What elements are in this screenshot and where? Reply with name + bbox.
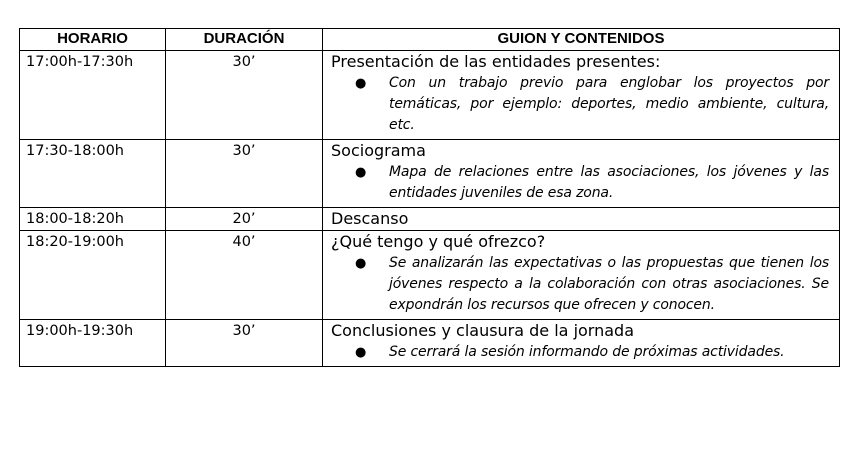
row-points — [331, 73, 829, 136]
row-topic: Conclusiones y clausura de la jornada — [331, 321, 635, 340]
bullet-icon: ● — [355, 165, 367, 180]
row-duration: 40’ — [166, 231, 323, 320]
point-text: Se analizarán las expectativas o las propuestas que tienen los jóvenes respecto a la colaboración con otras asociaciones. Se expondrán los recursos que ofrecen y conocen. — [389, 255, 829, 313]
row-duration: 30’ — [166, 51, 323, 140]
row-content — [323, 231, 840, 320]
table-row — [20, 208, 840, 231]
row-duration: 30’ — [166, 140, 323, 208]
table-row — [20, 320, 840, 367]
row-content — [323, 320, 840, 367]
row-points — [331, 253, 829, 316]
row-duration: 30’ — [166, 320, 323, 367]
row-time: 19:00h-19:30h — [20, 320, 166, 367]
row-time: 17:00h-17:30h — [20, 51, 166, 140]
row-duration: 20’ — [166, 208, 323, 231]
table-row — [20, 51, 840, 140]
row-time: 18:20-19:00h — [20, 231, 166, 320]
row-topic: ¿Qué tengo y qué ofrezco? — [331, 232, 546, 251]
table-row — [20, 140, 840, 208]
row-points — [331, 162, 829, 204]
list-item — [355, 253, 829, 316]
row-topic: Descanso — [331, 209, 409, 228]
header-horario: HORARIO — [20, 29, 166, 51]
table-row — [20, 231, 840, 320]
bullet-icon: ● — [355, 345, 367, 360]
bullet-icon: ● — [355, 256, 367, 271]
row-content — [323, 208, 840, 231]
list-item — [355, 162, 829, 204]
row-time: 18:00-18:20h — [20, 208, 166, 231]
agenda-table — [19, 28, 840, 367]
point-text: Mapa de relaciones entre las asociaciones, los jóvenes y las entidades juveniles de esa zona. — [389, 164, 829, 201]
bullet-icon: ● — [355, 76, 367, 91]
row-topic: Presentación de las entidades presentes: — [331, 52, 661, 71]
point-text: Con un trabajo previo para englobar los proyectos por temáticas, por ejemplo: deportes, medio ambiente, cultura, etc. — [389, 75, 829, 133]
row-topic: Sociograma — [331, 141, 426, 160]
point-text: Se cerrará la sesión informando de próximas actividades. — [389, 344, 785, 360]
header-duracion: DURACIÓN — [166, 29, 323, 51]
row-content — [323, 51, 840, 140]
header-row — [20, 29, 840, 51]
header-guion: GUION Y CONTENIDOS — [323, 29, 840, 51]
row-points — [331, 342, 829, 363]
list-item — [355, 342, 829, 363]
row-time: 17:30-18:00h — [20, 140, 166, 208]
row-content — [323, 140, 840, 208]
list-item — [355, 73, 829, 136]
